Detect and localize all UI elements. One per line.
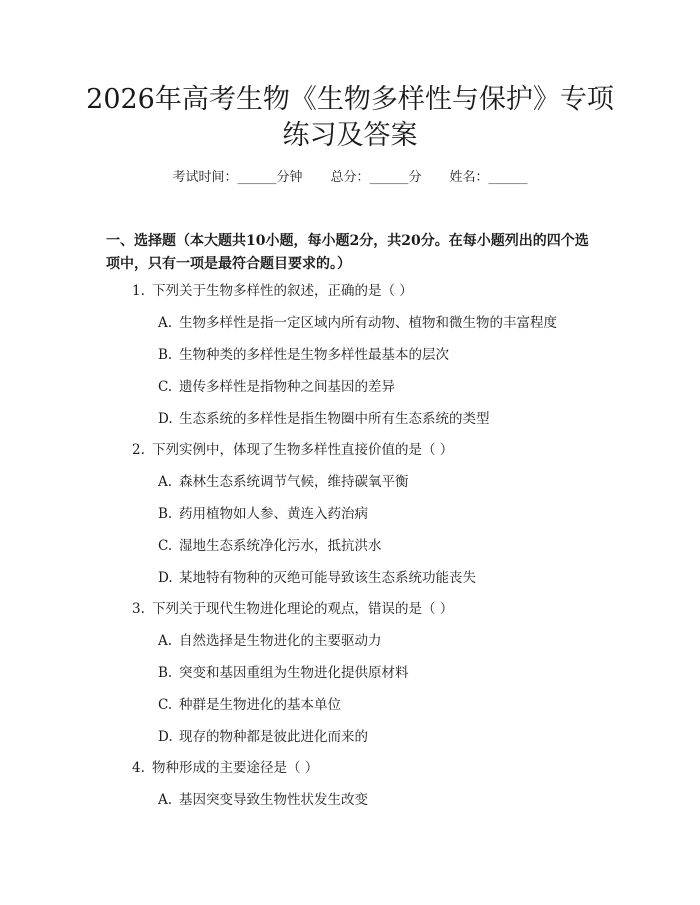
option-text: 森林生态系统调节气候，维持碳氧平衡 — [179, 474, 409, 490]
document-title-line2: 练习及答案 — [282, 120, 418, 151]
question-text: 下列实例中，体现了生物多样性直接价值的是（ ） — [152, 442, 454, 458]
exam-time-field: 考试时间：______分钟 — [172, 170, 303, 185]
document-title-line1: 2026年高考生物《生物多样性与保护》专项 — [86, 84, 614, 115]
option-3a — [158, 631, 382, 651]
option-letter: C. — [158, 538, 173, 554]
option-3b — [158, 663, 409, 683]
option-text: 某地特有物种的灭绝可能导致该生态系统功能丧失 — [179, 570, 476, 586]
question-number: 1. — [132, 283, 145, 299]
option-letter: B. — [158, 506, 173, 522]
question-text: 下列关于生物多样性的叙述，正确的是（ ） — [152, 283, 413, 299]
option-2a — [158, 472, 409, 492]
option-text: 药用植物如人参、黄连入药治病 — [179, 506, 368, 522]
option-1c — [158, 377, 395, 397]
option-letter: A. — [158, 474, 173, 490]
option-letter: D. — [158, 411, 173, 427]
option-letter: D. — [158, 570, 173, 586]
option-letter: A. — [158, 315, 173, 331]
option-text: 生态系统的多样性是指生物圈中所有生态系统的类型 — [179, 411, 490, 427]
option-3c — [158, 695, 341, 715]
option-1b — [158, 345, 449, 365]
option-letter: D. — [158, 729, 173, 745]
question-3 — [132, 599, 453, 619]
option-letter: B. — [158, 665, 173, 681]
option-text: 自然选择是生物进化的主要驱动力 — [179, 633, 382, 649]
total-score-field: 总分：______分 — [330, 170, 422, 185]
option-letter: A. — [158, 633, 173, 649]
option-2c — [158, 536, 382, 556]
option-text: 湿地生态系统净化污水，抵抗洪水 — [179, 538, 382, 554]
section-heading-line2: 项中，只有一项是最符合题目要求的。） — [106, 256, 351, 272]
option-2b — [158, 504, 368, 524]
option-2d — [158, 568, 476, 588]
option-letter: C. — [158, 379, 173, 395]
question-2 — [132, 440, 453, 460]
question-number: 2. — [132, 442, 145, 458]
question-text: 物种形成的主要途径是（ ） — [152, 760, 319, 776]
option-4a — [158, 790, 368, 810]
question-number: 3. — [132, 601, 145, 617]
option-letter: C. — [158, 697, 173, 713]
option-1d — [158, 409, 490, 429]
option-text: 遗传多样性是指物种之间基因的差异 — [179, 379, 395, 395]
option-text: 种群是生物进化的基本单位 — [179, 697, 341, 713]
option-text: 生物多样性是指一定区域内所有动物、植物和微生物的丰富程度 — [179, 315, 557, 331]
question-text: 下列关于现代生物进化理论的观点，错误的是（ ） — [152, 601, 454, 617]
option-letter: A. — [158, 792, 173, 808]
option-1a — [158, 313, 557, 333]
exam-info-row — [0, 169, 700, 187]
question-number: 4. — [132, 760, 145, 776]
option-text: 生物种类的多样性是生物多样性最基本的层次 — [179, 347, 449, 363]
option-text: 现存的物种都是彼此进化而来的 — [179, 729, 368, 745]
question-1 — [132, 281, 413, 301]
question-4 — [132, 758, 318, 778]
option-3d — [158, 727, 368, 747]
name-field: 姓名：______ — [449, 170, 528, 185]
section-heading-line1: 一、选择题（本大题共10小题，每小题2分，共20分。在每小题列出的四个选 — [106, 233, 589, 249]
option-text: 基因突变导致生物性状发生改变 — [179, 792, 368, 808]
option-text: 突变和基因重组为生物进化提供原材料 — [179, 665, 409, 681]
option-letter: B. — [158, 347, 173, 363]
